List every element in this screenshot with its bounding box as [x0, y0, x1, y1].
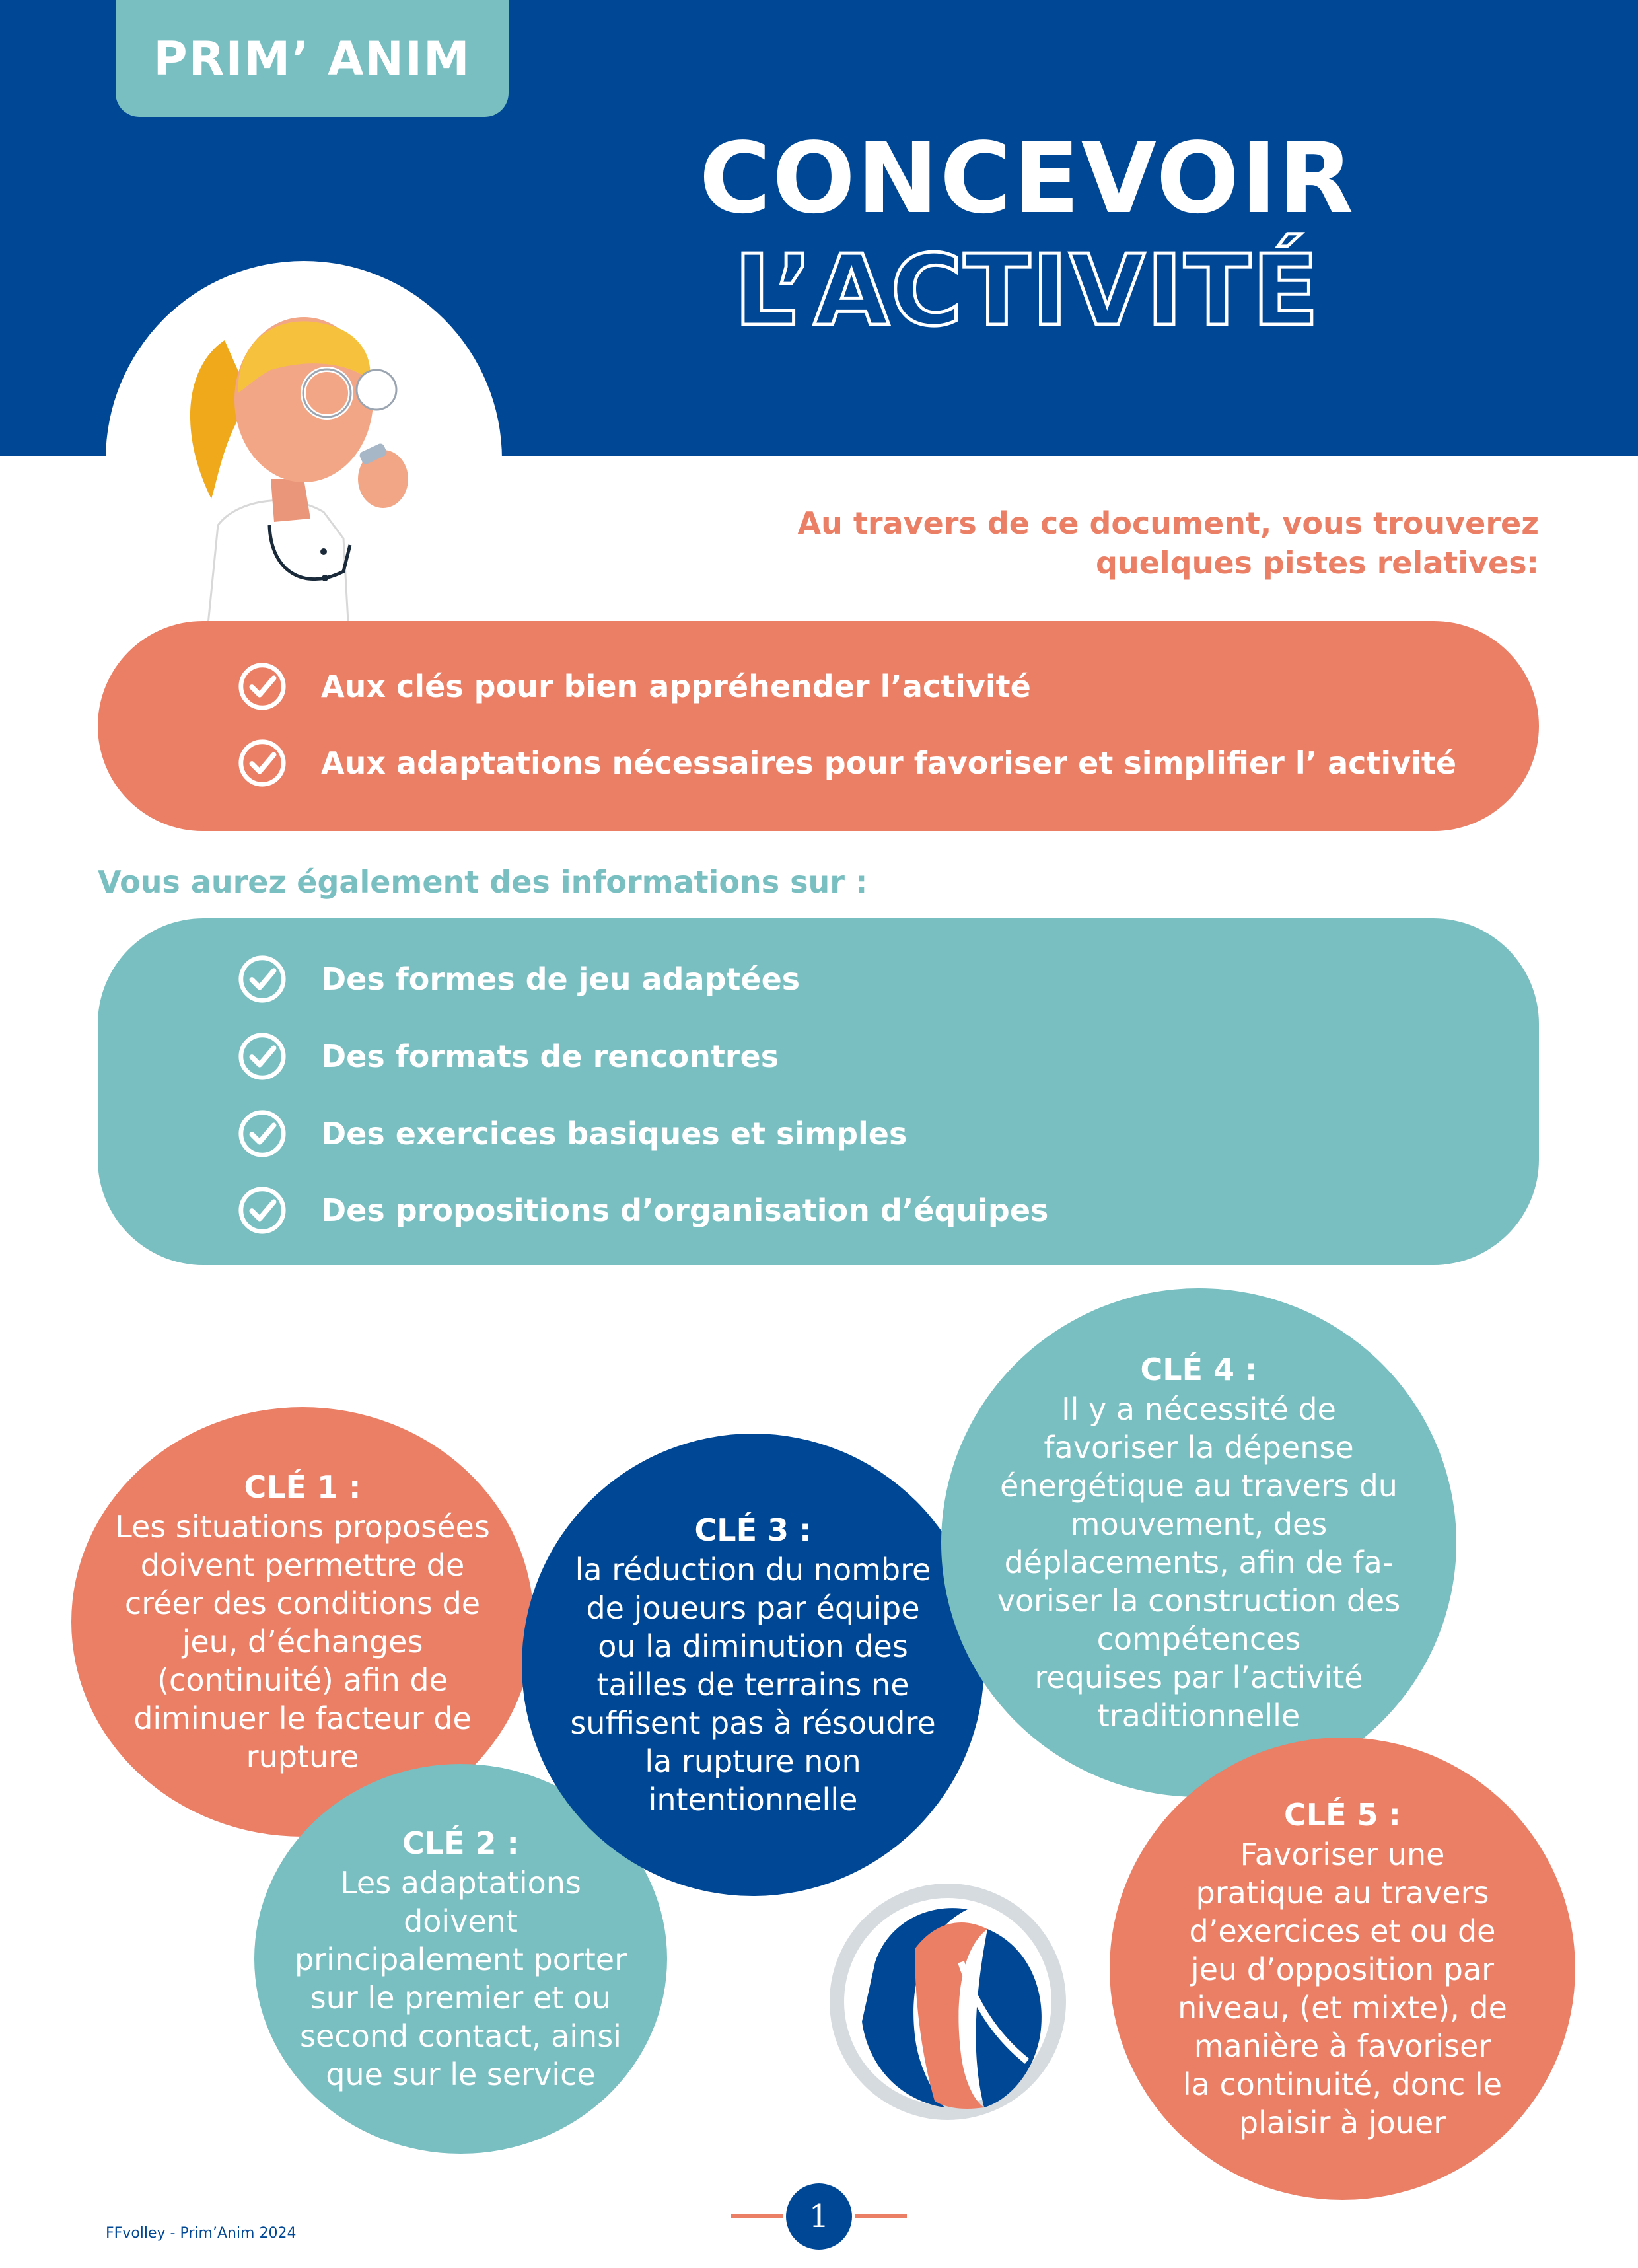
key-text-line: voriser la construction des: [997, 1583, 1401, 1619]
key-text-line: déplacements, afin de fa-: [1004, 1545, 1394, 1580]
information-box: [98, 918, 1539, 1265]
section-heading: Vous aurez également des informations sur :: [98, 864, 868, 900]
avatar: [106, 261, 502, 657]
key-title: CLÉ 1 :: [244, 1469, 361, 1505]
key-text-line: ou la diminution des: [598, 1628, 908, 1664]
key-text-line: traditionnelle: [1097, 1698, 1300, 1734]
key-text-line: suffisent pas à résoudre: [570, 1705, 936, 1741]
key-text-line: pratique au travers: [1195, 1875, 1489, 1911]
key-text-line: la continuité, donc le: [1182, 2067, 1503, 2102]
check-circle-icon: [236, 1031, 288, 1082]
key-5-circle: [1110, 1738, 1575, 2200]
key-text-line: Favoriser une: [1240, 1837, 1445, 1872]
key-text-line: Les situations proposées: [115, 1509, 490, 1545]
list-item-label: Des exercices basiques et simples: [321, 1116, 908, 1152]
key-text-line: principalement porter: [294, 1942, 627, 1977]
list-item: [236, 737, 1456, 789]
list-item-label: Aux adaptations nécessaires pour favoriser et simplifier l’ activité: [321, 745, 1457, 781]
key-title: CLÉ 5 :: [1284, 1797, 1401, 1833]
key-text-line: jeu d’opposition par: [1190, 1952, 1495, 1987]
key-text-line: second contact, ainsi: [300, 2018, 622, 2054]
check-circle-icon: [236, 953, 288, 1005]
page-number-right-rule: [855, 2214, 907, 2218]
page-title: CONCEVOIR: [699, 122, 1355, 235]
footer-credit: FFvolley - Prim’Anim 2024: [106, 2225, 297, 2242]
keys-summary-box: [98, 621, 1539, 831]
key-text-line: énergétique au travers du: [1000, 1468, 1398, 1504]
key-text-line: sur le premier et ou: [310, 1980, 612, 2016]
page-title-outline: L’ACTIVITÉ: [734, 234, 1320, 348]
list-item-label: Des propositions d’organisation d’équipes: [321, 1192, 1049, 1228]
check-circle-icon: [236, 1108, 288, 1159]
key-3-circle: [522, 1434, 984, 1896]
key-text-line: requises par l’activité: [1034, 1660, 1363, 1695]
key-text-line: compétences: [1096, 1621, 1301, 1657]
key-text-line: doivent: [404, 1903, 518, 1939]
volleyball-logo-icon: [829, 1883, 1067, 2121]
key-text-line: (continuité) afin de: [157, 1662, 448, 1698]
key-text-line: diminuer le facteur de: [133, 1701, 472, 1736]
referee-illustration: [106, 261, 502, 657]
list-item: [236, 1185, 1048, 1236]
key-text-line: d’exercices et ou de: [1189, 1913, 1496, 1949]
key-title: CLÉ 4 :: [1140, 1352, 1258, 1387]
list-item: [236, 1031, 779, 1082]
check-circle-icon: [236, 1185, 288, 1236]
page-number: 1: [786, 2183, 852, 2250]
page-number-left-rule: [731, 2214, 783, 2218]
key-text-line: Il y a nécessité de: [1061, 1391, 1336, 1427]
key-text-line: Les adaptations: [340, 1865, 581, 1901]
key-text-line: mouvement, des: [1070, 1506, 1328, 1542]
key-title: CLÉ 3 :: [694, 1512, 812, 1548]
key-text-line: la réduction du nombre: [575, 1552, 931, 1588]
check-circle-icon: [236, 737, 288, 789]
list-item-label: Des formes de jeu adaptées: [321, 961, 801, 997]
intro-text: [727, 503, 1539, 583]
list-item: [236, 661, 1031, 712]
list-item: [236, 1108, 907, 1159]
intro-line-1: Au travers de ce document, vous trouverez: [797, 505, 1539, 541]
check-circle-icon: [236, 661, 288, 712]
key-text-line: créer des conditions de: [124, 1586, 481, 1621]
key-text-line: niveau, (et mixte), de: [1178, 1990, 1507, 2026]
key-text-line: de joueurs par équipe: [586, 1590, 920, 1626]
list-item: [236, 953, 800, 1005]
key-text-line: jeu, d’échanges: [182, 1624, 423, 1660]
key-text-line: doivent permettre de: [140, 1547, 465, 1583]
key-text-line: favoriser la dépense: [1044, 1430, 1354, 1465]
key-text-line: intentionnelle: [648, 1782, 858, 1817]
key-text-line: tailles de terrains ne: [596, 1667, 909, 1702]
list-item-label: Des formats de rencontres: [321, 1039, 779, 1074]
list-item-label: Aux clés pour bien appréhender l’activité: [321, 669, 1031, 704]
key-text-line: plaisir à jouer: [1238, 2105, 1446, 2140]
brand-tab: PRIM’ ANIM: [116, 0, 509, 117]
key-text-line: la rupture non: [645, 1743, 861, 1779]
intro-line-2: quelques pistes relatives:: [1096, 545, 1539, 581]
key-4-circle: [941, 1288, 1456, 1797]
key-title: CLÉ 2 :: [402, 1825, 519, 1861]
key-text-line: que sur le service: [326, 2057, 596, 2092]
key-text-line: manière à favoriser: [1193, 2028, 1491, 2064]
key-text-line: rupture: [246, 1739, 359, 1774]
